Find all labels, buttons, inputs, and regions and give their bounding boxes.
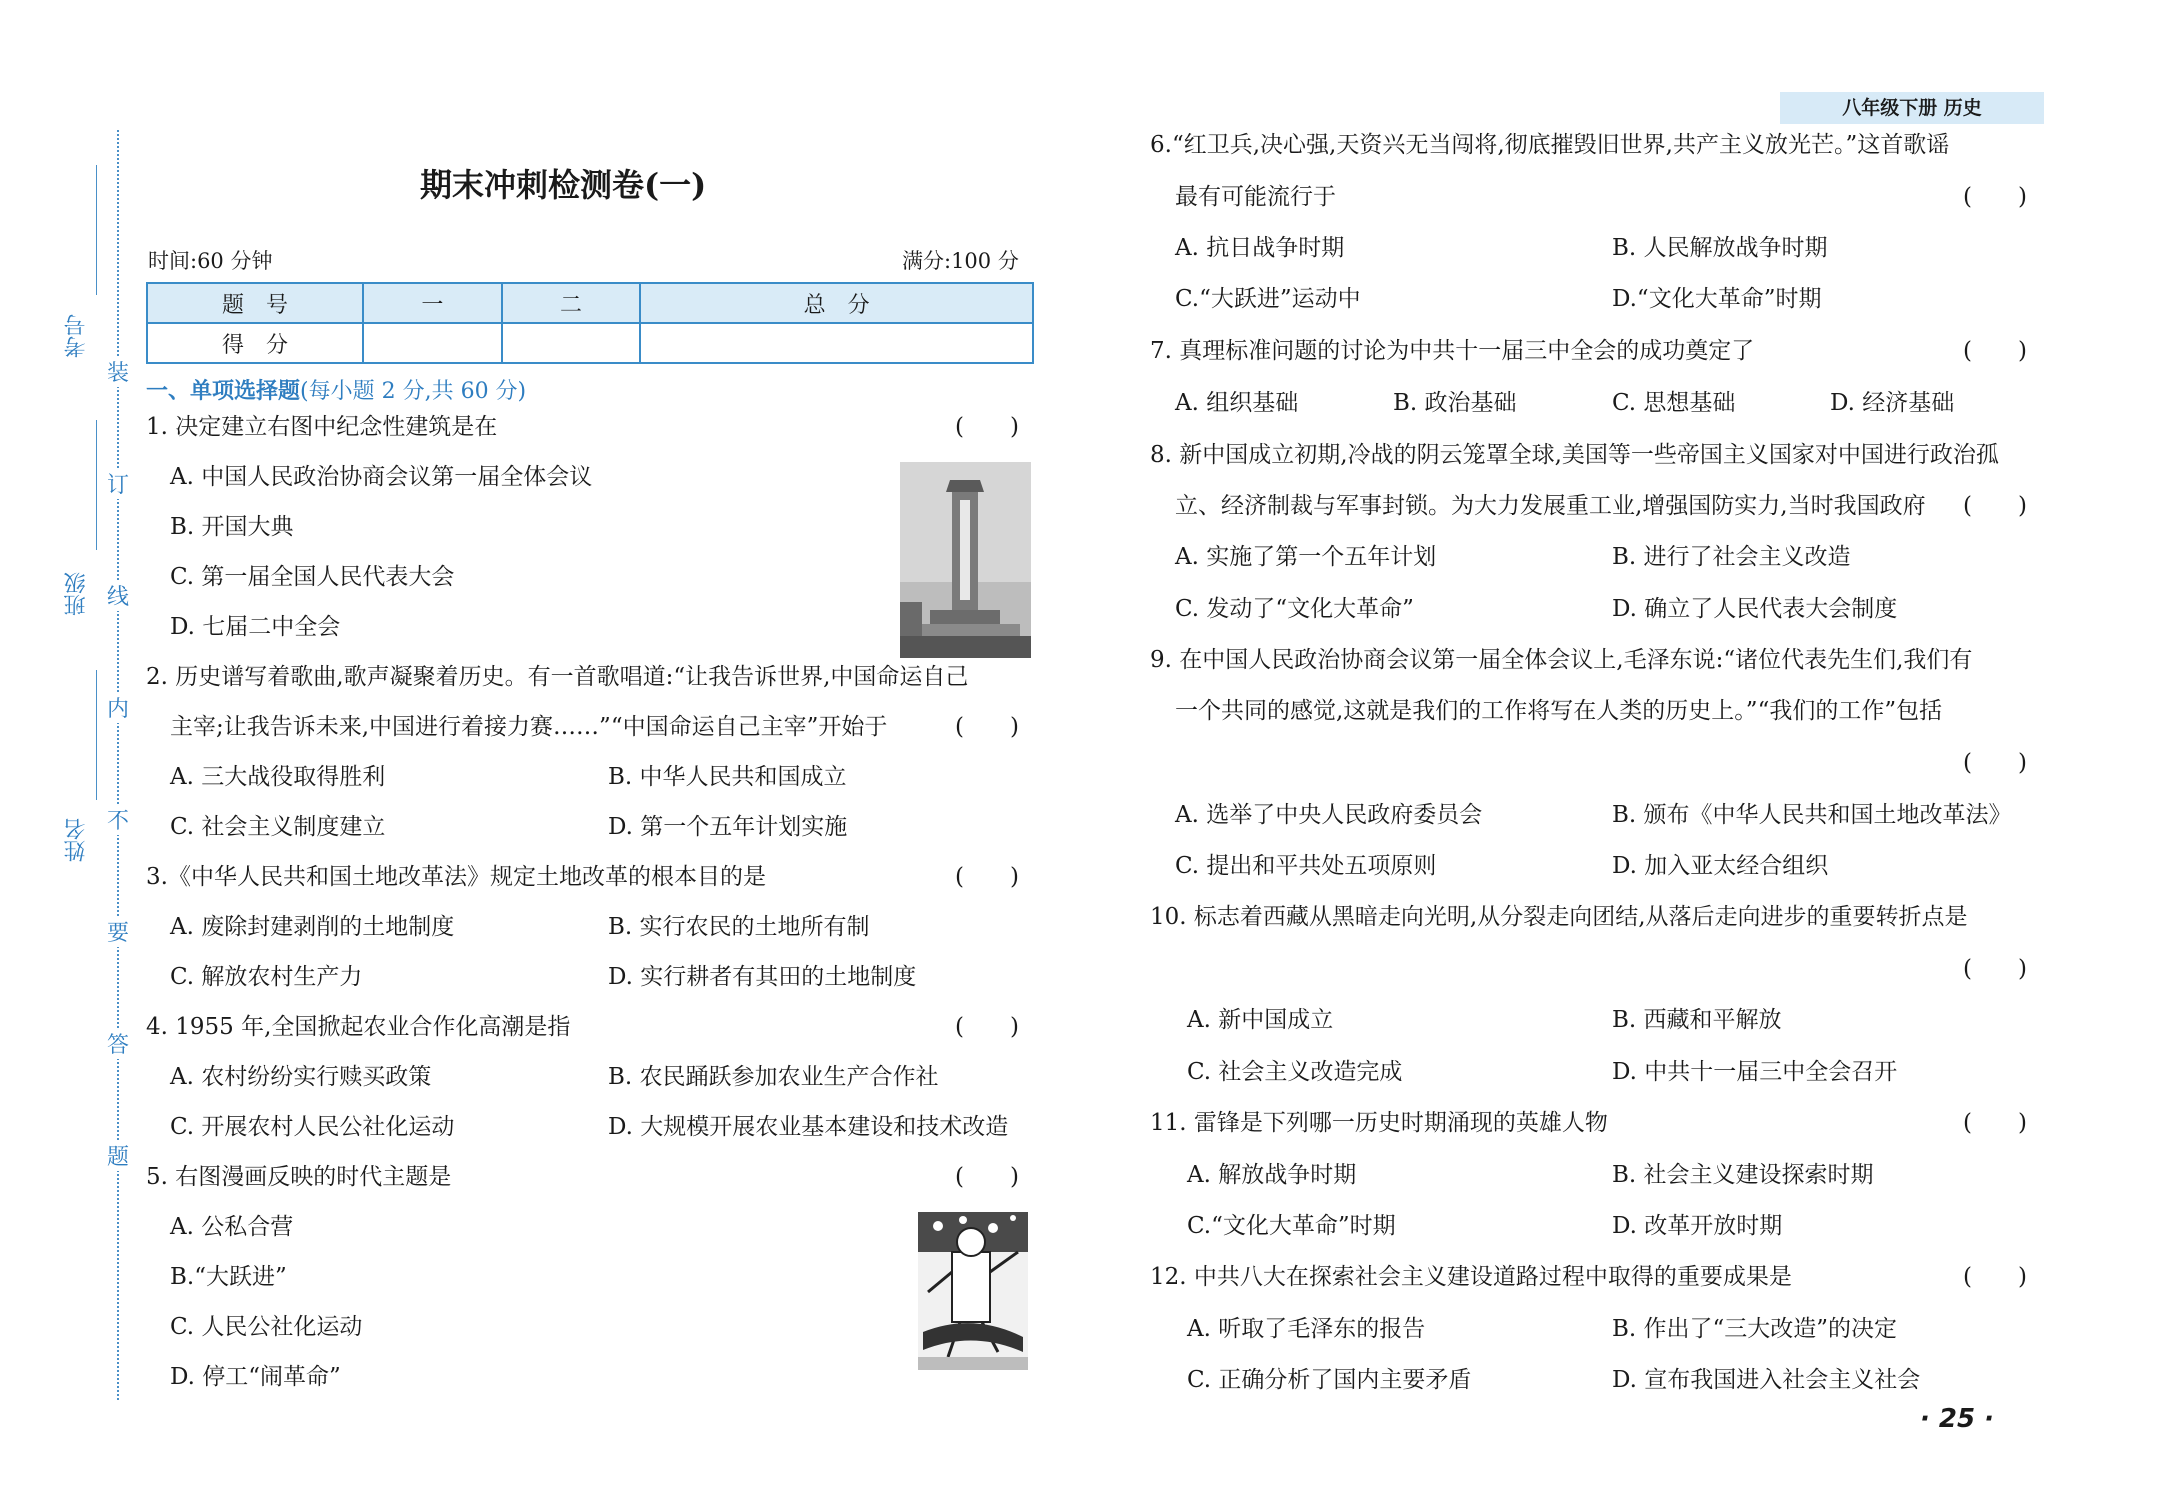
answer-bracket[interactable]: ( ) <box>955 1164 1019 1190</box>
option: C. 社会主义制度建立 <box>170 814 386 840</box>
answer-bracket[interactable]: ( ) <box>1963 493 2027 519</box>
option: A. 农村纷纷实行赎买政策 <box>170 1064 432 1090</box>
answer-bracket[interactable]: ( ) <box>1963 1264 2027 1290</box>
score-row-label: 得 分 <box>147 323 363 363</box>
option: B. 西藏和平解放 <box>1612 1007 1782 1033</box>
option: D. 停工“闹革命” <box>170 1364 341 1390</box>
option: D. 确立了人民代表大会制度 <box>1612 596 1898 622</box>
score-header-cell: 二 <box>502 283 641 323</box>
option: A. 公私合营 <box>170 1214 294 1240</box>
option: C. 解放农村生产力 <box>170 964 363 990</box>
option: C. 发动了“文化大革命” <box>1175 596 1414 622</box>
option: C. 正确分析了国内主要矛盾 <box>1187 1367 1472 1393</box>
score-table <box>146 282 1034 364</box>
section-title-text: 一、单项选择题 <box>146 378 301 404</box>
score-cell[interactable] <box>502 323 641 363</box>
option: A. 中国人民政治协商会议第一届全体会议 <box>170 464 593 490</box>
score-header-cell: 一 <box>363 283 502 323</box>
score-header-cell: 总 分 <box>640 283 1033 323</box>
option: B. 政治基础 <box>1393 390 1517 416</box>
score-header-cell: 题 号 <box>147 283 363 323</box>
option: C.“大跃进”运动中 <box>1175 286 1361 312</box>
option: D. 加入亚太经合组织 <box>1612 853 1829 879</box>
question-stem: 3.《中华人民共和国土地改革法》规定土地改革的根本目的是 <box>146 864 766 890</box>
option: A. 听取了毛泽东的报告 <box>1187 1316 1426 1342</box>
option: A. 实施了第一个五年计划 <box>1175 544 1437 570</box>
option: D.“文化大革命”时期 <box>1612 286 1822 312</box>
question-stem: 一个共同的感觉,这就是我们的工作将写在人类的历史上。”“我们的工作”包括 <box>1175 698 1943 724</box>
option: C. 社会主义改造完成 <box>1187 1059 1403 1085</box>
binding-char: 订 <box>104 468 132 499</box>
binding-char: 线 <box>104 580 132 611</box>
section-title <box>146 374 526 405</box>
option: C.“文化大革命”时期 <box>1187 1213 1396 1239</box>
binding-char: 要 <box>104 916 132 947</box>
section-note: (每小题 2 分,共 60 分) <box>300 379 527 404</box>
option: B. 社会主义建设探索时期 <box>1612 1162 1874 1188</box>
question-stem: 6.“红卫兵,决心强,天资兴无当闯将,彻底摧毁旧世界,共产主义放光芒。”这首歌谣 <box>1150 132 1950 158</box>
page-number: · 25 · <box>1920 1404 1995 1434</box>
option: C. 人民公社化运动 <box>170 1314 363 1340</box>
option: A. 废除封建剥削的土地制度 <box>170 914 455 940</box>
class-line <box>96 420 97 550</box>
binding-char: 装 <box>104 356 132 387</box>
option: B. 中华人民共和国成立 <box>608 764 847 790</box>
question-stem: 11. 雷锋是下列哪一历史时期涌现的英雄人物 <box>1150 1110 1608 1136</box>
option: A. 选举了中央人民政府委员会 <box>1175 802 1483 828</box>
binding-char: 内 <box>104 692 132 723</box>
cartoon-image <box>918 1212 1028 1370</box>
monument-photo <box>900 462 1031 658</box>
option: C. 开展农村人民公社化运动 <box>170 1114 455 1140</box>
answer-bracket[interactable]: ( ) <box>1963 184 2027 210</box>
option: B. 开国大典 <box>170 514 294 540</box>
question-stem: 2. 历史谱写着歌曲,歌声凝聚着历史。有一首歌唱道:“让我告诉世界,中国命运自己 <box>146 664 969 690</box>
option: B. 颁布《中华人民共和国土地改革法》 <box>1612 802 2012 828</box>
question-stem: 9. 在中国人民政治协商会议第一届全体会议上,毛泽东说:“诸位代表先生们,我们有 <box>1150 647 1973 673</box>
score-cell[interactable] <box>363 323 502 363</box>
binding-dotted-line <box>117 130 119 1400</box>
page-title: 期末冲刺检测卷(一) <box>420 166 707 204</box>
answer-bracket[interactable]: ( ) <box>1963 956 2027 982</box>
answer-bracket[interactable]: ( ) <box>955 714 1019 740</box>
option: D. 七届二中全会 <box>170 614 341 640</box>
option: C. 提出和平共处五项原则 <box>1175 853 1437 879</box>
option: C. 第一届全国人民代表大会 <box>170 564 455 590</box>
option: D. 大规模开展农业基本建设和技术改造 <box>608 1114 1009 1140</box>
grade-subject-header: 八年级下册 历史 <box>1780 92 2044 124</box>
option: A. 组织基础 <box>1175 390 1299 416</box>
option: A. 三大战役取得胜利 <box>170 764 386 790</box>
option: A. 解放战争时期 <box>1187 1162 1357 1188</box>
question-stem: 7. 真理标准问题的讨论为中共十一届三中全会的成功奠定了 <box>1150 338 1755 364</box>
question-stem: 立、经济制裁与军事封锁。为大力发展重工业,增强国防实力,当时我国政府 <box>1175 493 1926 519</box>
answer-bracket[interactable]: ( ) <box>955 864 1019 890</box>
question-stem: 10. 标志着西藏从黑暗走向光明,从分裂走向团结,从落后走向进步的重要转折点是 <box>1150 904 1968 930</box>
exam-number-line <box>96 165 97 295</box>
option: D. 宣布我国进入社会主义社会 <box>1612 1367 1921 1393</box>
option: B. 实行农民的土地所有制 <box>608 914 870 940</box>
option: D. 中共十一届三中全会召开 <box>1612 1059 1898 1085</box>
question-stem: 4. 1955 年,全国掀起农业合作化高潮是指 <box>146 1014 571 1040</box>
answer-bracket[interactable]: ( ) <box>1963 338 2027 364</box>
score-cell[interactable] <box>640 323 1033 363</box>
exam-number-label: 考号 <box>64 314 89 358</box>
name-line <box>96 670 97 800</box>
question-stem: 主宰;让我告诉未来,中国进行着接力赛……”“中国命运自己主宰”开始于 <box>170 714 888 740</box>
option: B.“大跃进” <box>170 1264 287 1290</box>
option: A. 新中国成立 <box>1187 1007 1334 1033</box>
option: B. 作出了“三大改造”的决定 <box>1612 1316 1898 1342</box>
option: A. 抗日战争时期 <box>1175 235 1345 261</box>
question-stem: 最有可能流行于 <box>1175 184 1336 210</box>
option: D. 第一个五年计划实施 <box>608 814 848 840</box>
option: D. 改革开放时期 <box>1612 1213 1783 1239</box>
question-stem: 12. 中共八大在探索社会主义建设道路过程中取得的重要成果是 <box>1150 1264 1792 1290</box>
binding-char: 答 <box>104 1028 132 1059</box>
option: B. 人民解放战争时期 <box>1612 235 1828 261</box>
answer-bracket[interactable]: ( ) <box>1963 1110 2027 1136</box>
option: B. 农民踊跃参加农业生产合作社 <box>608 1064 939 1090</box>
question-stem: 5. 右图漫画反映的时代主题是 <box>146 1164 452 1190</box>
question-stem: 8. 新中国成立初期,冷战的阴云笼罩全球,美国等一些帝国主义国家对中国进行政治孤 <box>1150 442 1999 468</box>
option: C. 思想基础 <box>1612 390 1736 416</box>
answer-bracket[interactable]: ( ) <box>1963 750 2027 776</box>
binding-char: 题 <box>104 1140 132 1171</box>
question-stem: 1. 决定建立右图中纪念性建筑是在 <box>146 414 498 440</box>
answer-bracket[interactable]: ( ) <box>955 1014 1019 1040</box>
option: B. 进行了社会主义改造 <box>1612 544 1851 570</box>
exam-time: 时间:60 分钟 <box>148 249 273 273</box>
answer-bracket[interactable]: ( ) <box>955 414 1019 440</box>
option: D. 经济基础 <box>1830 390 1955 416</box>
option: D. 实行耕者有其田的土地制度 <box>608 964 917 990</box>
class-label: 班级 <box>64 572 89 616</box>
name-label: 姓名 <box>64 818 89 862</box>
binding-char: 不 <box>104 804 132 835</box>
full-score: 满分:100 分 <box>902 249 1019 273</box>
